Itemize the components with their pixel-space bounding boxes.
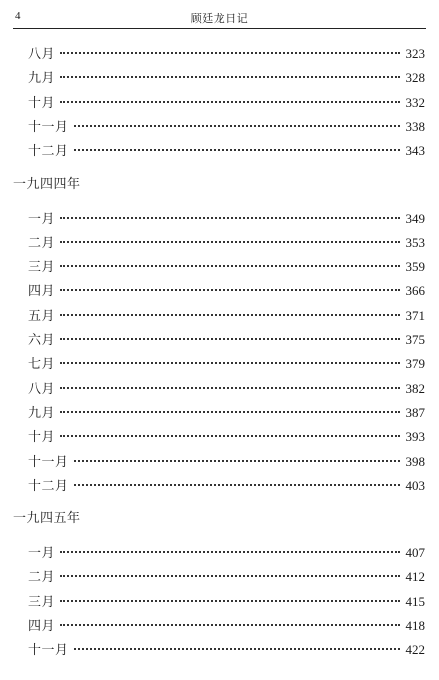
toc-entry [28,140,425,158]
toc-entry-label: 四月 [28,284,56,300]
toc-entry-page: 359 [405,259,425,275]
page-number: 4 [15,10,21,22]
toc-entry-label: 一月 [28,211,56,227]
toc-entry-label: 九月 [28,405,56,421]
toc-entry-label: 十月 [28,95,56,111]
toc-entry [28,615,425,633]
toc-entry-page: 415 [405,593,425,609]
page-header [13,8,426,29]
toc-entry [28,67,425,85]
toc-entry [28,305,425,323]
dot-leader [60,338,399,340]
dot-leader [60,241,399,243]
toc-entry-page: 366 [405,283,425,299]
toc-entry-label: 三月 [28,594,56,610]
toc-entry-label: 一月 [28,546,56,562]
dot-leader [60,289,399,291]
toc-entry [28,402,425,420]
toc-entry-label: 十月 [28,430,56,446]
toc-entry-page: 328 [405,70,425,86]
toc-entry [28,208,425,226]
dot-leader [60,435,399,437]
toc-entry-page: 387 [405,404,425,420]
toc-entry-page: 332 [405,94,425,110]
toc-entry-page: 398 [405,453,425,469]
toc-entry [28,353,425,371]
toc-entry-label: 三月 [28,260,56,276]
toc-entry-page: 371 [405,307,425,323]
toc-entry-label: 五月 [28,308,56,324]
dot-leader [60,362,399,364]
toc-entry-label: 八月 [28,47,56,62]
toc-entry [28,451,425,469]
dot-leader [60,624,399,626]
toc-entry [28,566,425,584]
dot-leader [60,76,399,78]
dot-leader [60,551,399,553]
toc-entry-page: 407 [405,545,425,561]
toc-entry-page: 323 [405,46,425,61]
toc-entry [28,116,425,134]
toc-entry-label: 二月 [28,570,56,586]
toc-entry-label: 四月 [28,619,56,634]
toc-entry-page: 353 [405,234,425,250]
toc-entry [28,92,425,110]
dot-leader [60,387,399,389]
toc-entry-label: 八月 [28,381,56,397]
dot-leader [74,460,400,462]
running-title: 顾廷龙日记 [190,12,249,25]
dot-leader [60,314,399,316]
toc-entry-page: 375 [405,332,425,347]
dot-leader [74,484,400,486]
toc-entry-page: 418 [405,618,425,633]
toc-entry-page: 412 [405,569,425,585]
toc-entry [28,232,425,250]
toc-entry-label: 七月 [28,357,56,373]
dot-leader [74,648,400,650]
toc-entry-page: 422 [405,642,425,658]
toc-entry [28,43,425,61]
toc-entry-label: 九月 [28,71,56,87]
dot-leader [60,101,399,103]
toc-entry [28,378,425,396]
year-heading: 一九四四年 [13,176,81,192]
toc-entry [28,426,425,444]
toc-entry-label: 二月 [28,235,56,251]
toc-entry-page: 393 [405,429,425,445]
toc-entry-page: 379 [405,356,425,372]
toc-entry [28,639,425,657]
toc-entry-label: 十一月 [28,119,69,135]
toc-entry-page: 349 [405,210,425,226]
toc-entry-label: 十二月 [28,144,69,160]
year-heading: 一九四五年 [13,511,81,527]
dot-leader [60,411,399,413]
toc-entry-page: 338 [405,118,425,134]
dot-leader [74,125,400,127]
toc-entry [28,280,425,298]
dot-leader [60,52,399,54]
toc-entry-page: 382 [405,380,425,396]
toc-entry-label: 十二月 [28,478,69,494]
dot-leader [60,600,399,602]
toc-entry [28,329,425,347]
toc-entry [28,542,425,560]
toc-entry-label: 六月 [28,333,56,348]
dot-leader [60,575,399,577]
toc-entry-label: 十一月 [28,643,69,659]
toc-entry [28,475,425,493]
toc-entry-page: 403 [405,477,425,493]
dot-leader [60,217,399,219]
toc-entry-label: 十一月 [28,454,69,470]
toc-entry [28,591,425,609]
dot-leader [74,149,400,151]
dot-leader [60,265,399,267]
toc-entry-page: 343 [405,143,425,159]
toc-entry [28,256,425,274]
